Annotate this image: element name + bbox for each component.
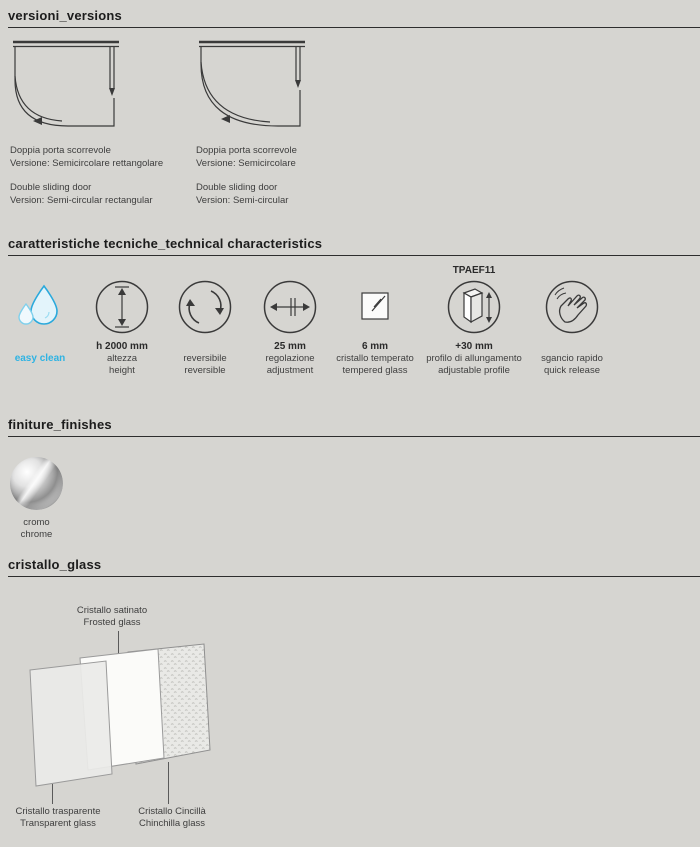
caption-line: Doppia porta scorrevole [10,145,111,156]
glass-pane-icon [328,279,422,337]
chinchilla-glass-label: Cristallo Cincillà Chinchilla glass [138,806,206,829]
caption-right-version [196,145,297,207]
transparent-glass-label: Cristallo trasparente Transparent glass [15,806,101,829]
caption-line: Double sliding door [196,182,278,193]
section-divider [8,436,700,437]
transparent-pointer-line [52,784,53,804]
feature-easy-clean [8,262,72,365]
semicircular-door-diagram [196,38,308,136]
profile-code-label: TPAEF11 [452,265,496,276]
finish-label-it: cromo [23,517,50,528]
caption-line: Versione: Semicircolare [196,157,296,169]
finish-label-en: chrome [20,529,53,540]
profile-extension-icon [420,279,528,337]
section-title-technical: caratteristiche tecniche_technical characteristics [8,236,323,251]
hand-release-icon [526,279,618,337]
section-divider [8,27,700,28]
chrome-finish-swatch [10,457,63,510]
caption-line: Version: Semi-circular rectangular [10,194,153,206]
section-title-glass: cristallo_glass [8,557,102,572]
glass-panels-illustration [16,638,231,803]
water-drops-icon [8,279,72,337]
section-divider [8,255,700,256]
feature-adjustment: 25 mm regolazione adjustment [244,262,336,377]
section-title-finishes: finiture_finishes [8,417,112,432]
caption-line: Version: Semi-circular [196,194,289,206]
caption-line: Double sliding door [10,182,92,193]
feature-quick-release: sgancio rapido quick release [526,262,618,377]
feature-tempered-glass: 6 mm cristallo temperato tempered glass [328,262,422,377]
reversible-arrows-icon [160,279,250,337]
section-divider [8,576,700,577]
caption-left-version [10,145,163,207]
feature-height: h 2000 mm altezza height [76,262,168,377]
horizontal-arrow-icon [244,279,336,337]
feature-reversible: reversibile reversible [160,262,250,377]
section-title-versions: versioni_versions [8,8,122,23]
easy-clean-label: easy clean [14,353,66,364]
caption-line: Versione: Semicircolare rettangolare [10,157,164,169]
semicircular-rectangular-door-diagram [10,38,122,136]
chinchilla-pointer-line [168,762,169,804]
feature-extension-profile: TPAEF11 +30 mm profilo di allungamento adjustable profile [420,262,528,377]
vertical-arrow-icon [76,279,168,337]
caption-line: Doppia porta scorrevole [196,145,297,156]
frosted-glass-label: Cristallo satinato Frosted glass [76,605,148,628]
